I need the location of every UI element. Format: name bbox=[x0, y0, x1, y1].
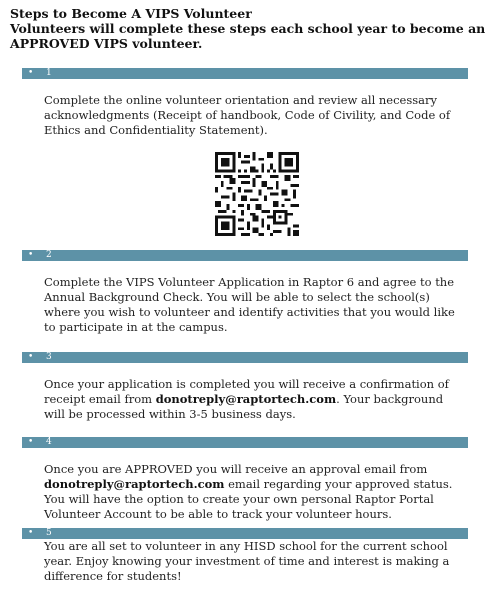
step-4-text-after: email regarding your approved status. You will have the option to create your own personal Raptor Portal Volunteer Account to be able to track your volunteer hours. bbox=[44, 477, 453, 521]
step-2-text: Complete the VIPS Volunteer Application in Raptor 6 and agree to the Annual Background Check. You will be able to select the school(s) where you wish to volunteer and identify activities that you would like to participate in at the campus. bbox=[44, 275, 455, 334]
bullet-icon: • bbox=[28, 528, 34, 538]
qr-code-icon[interactable] bbox=[215, 152, 299, 236]
bullet-icon: • bbox=[28, 68, 34, 78]
step-5-number: 5 bbox=[46, 528, 52, 538]
step-3-text-before: Once your application is completed you will receive a confirmation of receipt email from bbox=[44, 377, 449, 406]
email-link[interactable]: donotreply@raptortech.com bbox=[44, 477, 225, 491]
step-1-number: 1 bbox=[46, 68, 52, 78]
step-3-bar bbox=[22, 352, 468, 363]
bullet-icon: • bbox=[28, 437, 34, 447]
page-title bbox=[10, 6, 490, 51]
step-4-number: 4 bbox=[46, 437, 52, 447]
step-2-bar bbox=[22, 250, 468, 261]
step-5-text: You are all set to volunteer in any HISD school for the current school year. Enjoy knowing your investment of time and interest is making a difference for students! bbox=[44, 539, 450, 583]
step-4-text-before: Once you are APPROVED you will receive an approval email from bbox=[44, 462, 428, 476]
step-3-text-after: . Your background will be processed within 3-5 business days. bbox=[44, 392, 444, 421]
step-1-text: Complete the online volunteer orientation and review all necessary acknowledgments (Receipt of handbook, Code of Civility, and Code of Ethics and Confidentiality Statement). bbox=[44, 93, 451, 137]
bullet-icon: • bbox=[28, 352, 34, 362]
step-2-number: 2 bbox=[46, 250, 52, 260]
step-4-text bbox=[44, 462, 464, 522]
step-5-bar bbox=[22, 528, 468, 539]
step-3-text bbox=[44, 377, 464, 422]
step-3-number: 3 bbox=[46, 352, 52, 362]
title-line-1: Steps to Become A VIPS Volunteer bbox=[10, 6, 252, 21]
step-1-bar bbox=[22, 68, 468, 79]
step-4-bar bbox=[22, 437, 468, 448]
bullet-icon: • bbox=[28, 250, 34, 260]
email-link[interactable]: donotreply@raptortech.com bbox=[155, 392, 337, 406]
title-line-2: Volunteers will complete these steps each school year to become an APPROVED VIPS volunteer. bbox=[10, 21, 486, 51]
